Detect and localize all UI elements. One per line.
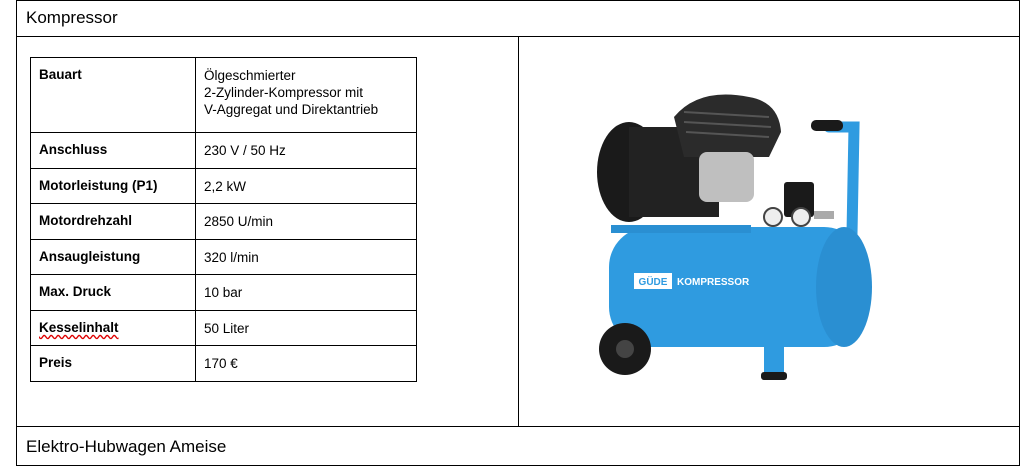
spec-value: 2850 U/min xyxy=(196,204,417,240)
spec-value: 2,2 kW xyxy=(196,169,417,204)
spec-value: 170 € xyxy=(196,346,417,382)
spec-key xyxy=(31,311,196,346)
spec-value: 10 bar xyxy=(196,275,417,311)
section-title: Elektro-Hubwagen Ameise xyxy=(26,437,227,456)
outlet-coupling xyxy=(814,211,834,219)
section-row xyxy=(17,426,1019,466)
spec-row xyxy=(31,133,417,169)
spec-value: 230 V / 50 Hz xyxy=(196,133,417,169)
spec-key: Motorleistung (P1) xyxy=(31,169,196,204)
gauge-icon xyxy=(792,208,810,226)
spec-row xyxy=(31,204,417,240)
specs-table xyxy=(30,57,417,382)
header-row xyxy=(17,1,1019,37)
spec-key: Motordrehzahl xyxy=(31,204,196,240)
spec-row xyxy=(31,346,417,382)
brand-text: GÜDE xyxy=(638,277,668,288)
crankcase xyxy=(699,152,754,202)
spec-key: Bauart xyxy=(31,58,196,133)
spec-row xyxy=(31,240,417,275)
spec-key: Ansaugleistung xyxy=(31,240,196,275)
spec-row xyxy=(31,275,417,311)
spec-row xyxy=(31,311,417,346)
spec-row xyxy=(31,169,417,204)
spec-value: 320 l/min xyxy=(196,240,417,275)
tank-foot xyxy=(764,342,784,377)
image-cell xyxy=(519,37,1019,426)
spec-key: Anschluss xyxy=(31,133,196,169)
spec-row xyxy=(31,58,417,133)
tank-end xyxy=(816,227,872,347)
gauge-icon xyxy=(764,208,782,226)
section-title: Kompressor xyxy=(26,8,118,27)
spec-value: Ölgeschmierter 2-Zylinder-Kompressor mit V-Aggregat und Direktantrieb xyxy=(196,58,417,133)
product-label: KOMPRESSOR xyxy=(677,277,750,288)
spec-key: Max. Druck xyxy=(31,275,196,311)
compressor-image xyxy=(589,87,879,397)
spec-value: 50 Liter xyxy=(196,311,417,346)
spec-key: Preis xyxy=(31,346,196,382)
specs-cell xyxy=(17,37,519,426)
handle-grip xyxy=(811,120,843,131)
spellcheck-word[interactable]: Kesselinhalt xyxy=(39,320,119,335)
document-table xyxy=(16,0,1020,466)
